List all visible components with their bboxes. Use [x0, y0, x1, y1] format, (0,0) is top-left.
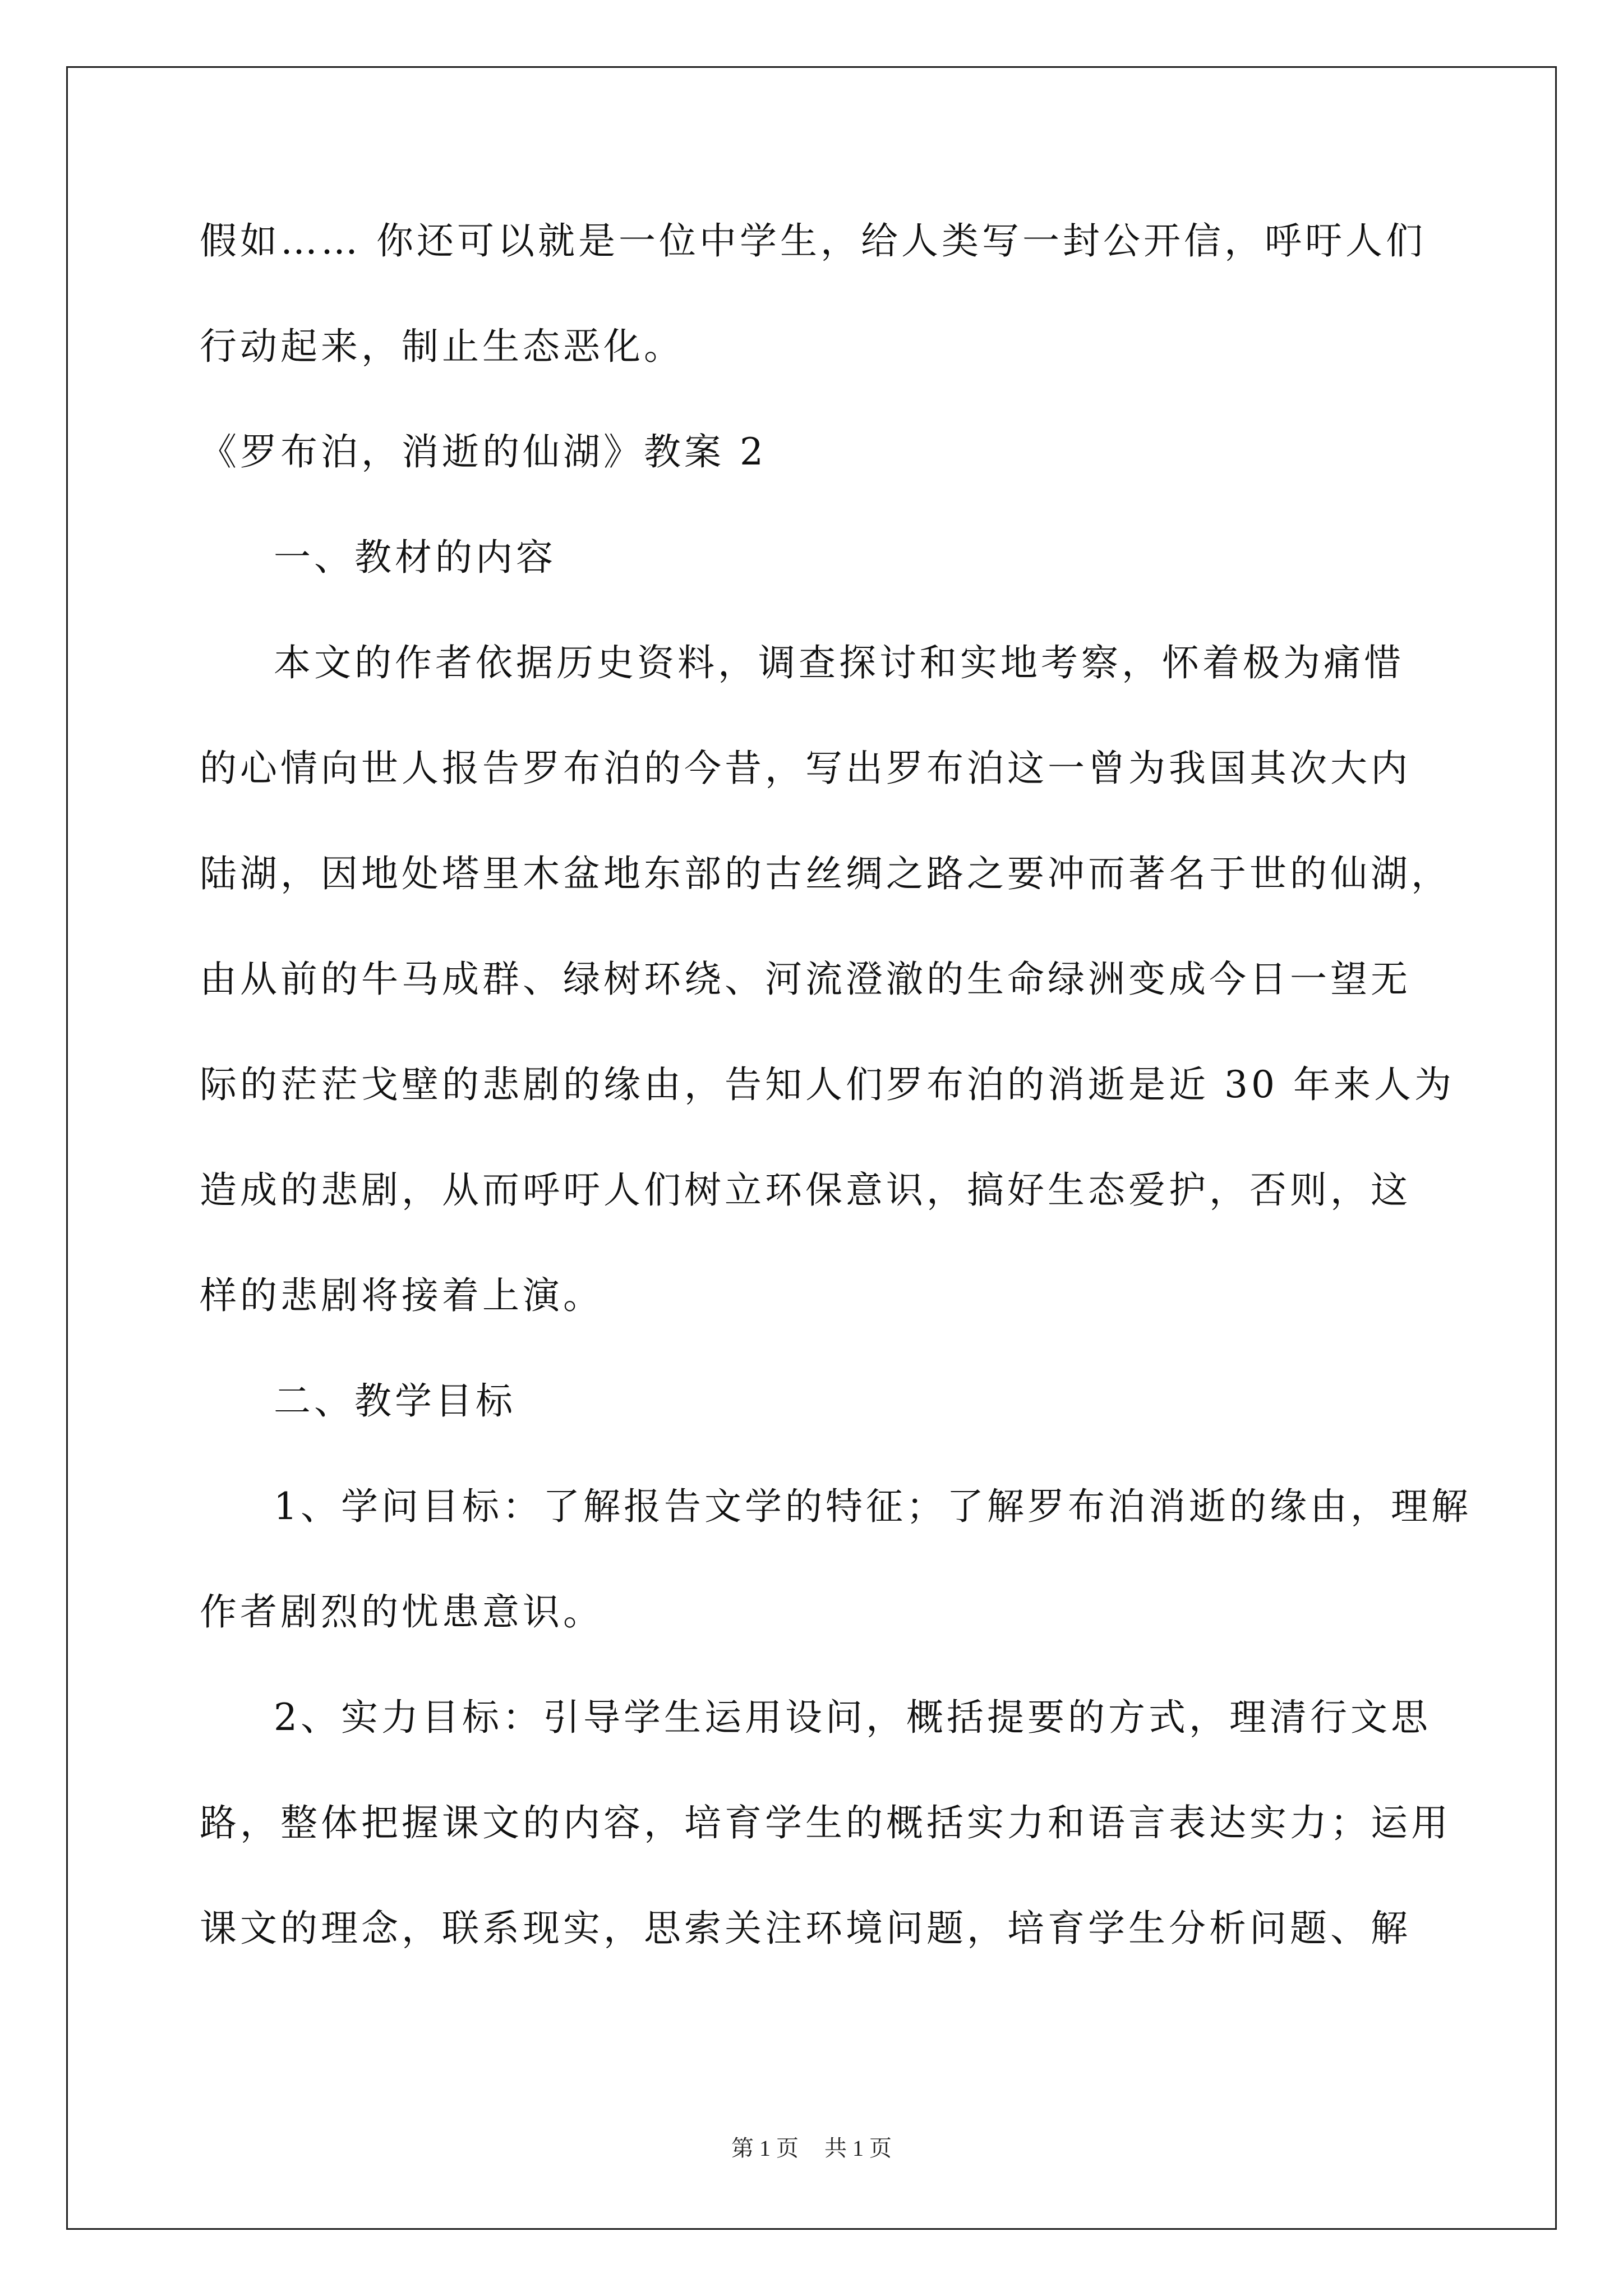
- paragraph-line: 的心情向世人报告罗布泊的今昔，写出罗布泊这一曾为我国其次大内: [200, 747, 1411, 790]
- paragraph-line: 陆湖，因地处塔里木盆地东部的古丝绸之路之要冲而著名于世的仙湖，: [200, 852, 1451, 895]
- paragraph-line: 1、学问目标：了解报告文学的特征；了解罗布泊消逝的缘由，理解: [274, 1485, 1472, 1528]
- page-number: 第 1 页: [731, 2136, 799, 2161]
- paragraph-line: 假如…… 你还可以就是一位中学生，给人类写一封公开信，呼吁人们: [200, 219, 1426, 263]
- paragraph-line: 造成的悲剧，从而呼吁人们树立环保意识，搞好生态爱护，否则，这: [200, 1168, 1411, 1212]
- paragraph-line: 由从前的牛马成群、绿树环绕、河流澄澈的生命绿洲变成今日一望无: [200, 958, 1411, 1001]
- paragraph-line: 际的茫茫戈壁的悲剧的缘由，告知人们罗布泊的消逝是近 30 年来人为: [200, 1063, 1455, 1106]
- paragraph-line: 课文的理念，联系现实，思索关注环境问题，培育学生分析问题、解: [200, 1907, 1411, 1950]
- paragraph-line: 2、实力目标：引导学生运用设问，概括提要的方式，理清行文思: [274, 1696, 1431, 1739]
- paragraph-line: 样的悲剧将接着上演。: [200, 1274, 603, 1317]
- paragraph-line: 作者剧烈的忧患意识。: [200, 1590, 603, 1634]
- page-footer: [0, 2132, 1623, 2165]
- paragraph-line: 本文的作者依据历史资料，调查探讨和实地考察，怀着极为痛惜: [274, 641, 1404, 684]
- section-title: 《罗布泊，消逝的仙湖》教案 2: [200, 430, 767, 473]
- section-heading: 一、教材的内容: [274, 536, 556, 579]
- page-total: 共 1 页: [824, 2136, 892, 2161]
- paragraph-line: 路，整体把握课文的内容，培育学生的概括实力和语言表达实力；运用: [200, 1801, 1451, 1844]
- section-heading: 二、教学目标: [274, 1379, 516, 1423]
- paragraph-line: 行动起来，制止生态恶化。: [200, 325, 684, 368]
